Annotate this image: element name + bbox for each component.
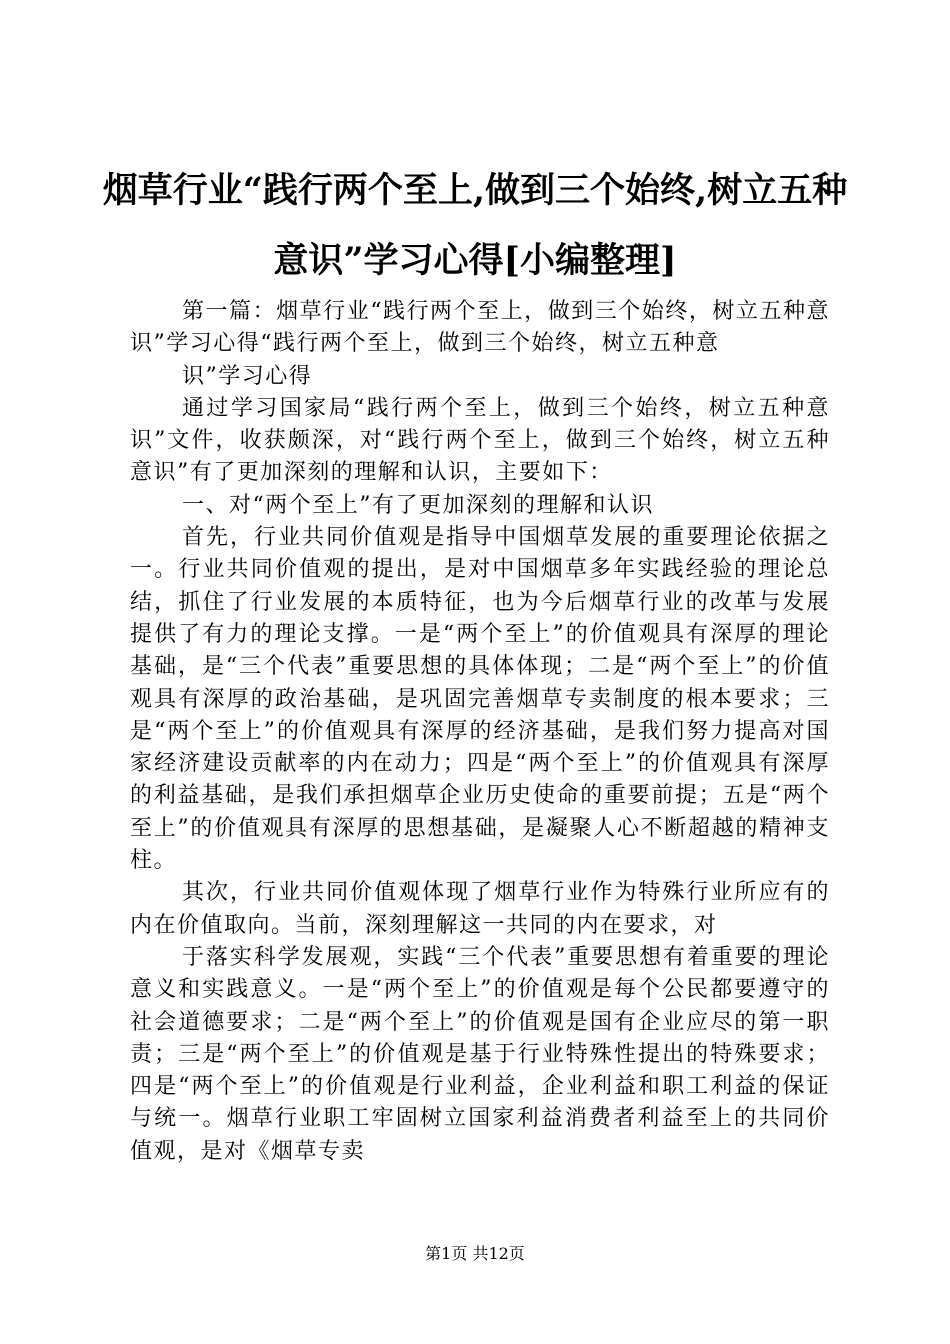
- paragraph: 识”学习心得: [182, 363, 313, 389]
- paragraph: 于落实科学发展观，实践“三个代表”重要思想有着重要的理论意义和实践意义。一是“两个至上”的价值观是每个公民都要遵守的社会道德要求；二是“两个至上”的价值观是国有企业应尽的第一职责；三是“两个至上”的价值观是基于行业特殊性提出的特殊要求；四是“两个至上”的价值观是行业利益，企业利益和职工利益的保证与统一。烟草行业职工牢固树立国家利益消费者利益至上的共同价值观，是对《烟草专卖: [130, 944, 830, 1164]
- paragraph: 首先，行业共同价值观是指导中国烟草发展的重要理论依据之一。行业共同价值观的提出，是对中国烟草多年实践经验的理论总结，抓住了行业发展的本质特征，也为今后烟草行业的改革与发展提供了有力的理论支撑。一是“两个至上”的价值观具有深厚的理论基础，是“三个代表”重要思想的具体体现；二是“两个至上”的价值观具有深厚的政治基础，是巩固完善烟草专卖制度的根本要求；三是“两个至上”的价值观具有深厚的经济基础，是我们努力提高对国家经济建设贡献率的内在动力；四是“两个至上”的价值观具有深厚的利益基础，是我们承担烟草企业历史使命的重要前提；五是“两个至上”的价值观具有深厚的思想基础，是凝聚人心不断超越的精神支柱。: [130, 525, 830, 874]
- paragraph: 第一篇：烟草行业“践行两个至上，做到三个始终，树立五种意识”学习心得“践行两个至上，做到三个始终，树立五种意: [130, 299, 830, 357]
- page-footer: 第1页 共12页: [425, 1244, 525, 1263]
- document-body: [130, 296, 830, 1168]
- section-heading: 一、对“两个至上”有了更加深刻的理解和认识: [182, 492, 654, 518]
- paragraph: 通过学习国家局“践行两个至上，做到三个始终，树立五种意识”文件，收获颇深，对“践行两个至上，做到三个始终，树立五种意识”有了更加深刻的理解和认识，主要如下：: [130, 395, 830, 486]
- paragraph: 其次，行业共同价值观体现了烟草行业作为特殊行业所应有的内在价值取向。当前，深刻理解这一共同的内在要求，对: [130, 880, 830, 938]
- document-title: 烟草行业“践行两个至上,做到三个始终,树立五种意识”学习心得[小编整理]: [102, 170, 848, 281]
